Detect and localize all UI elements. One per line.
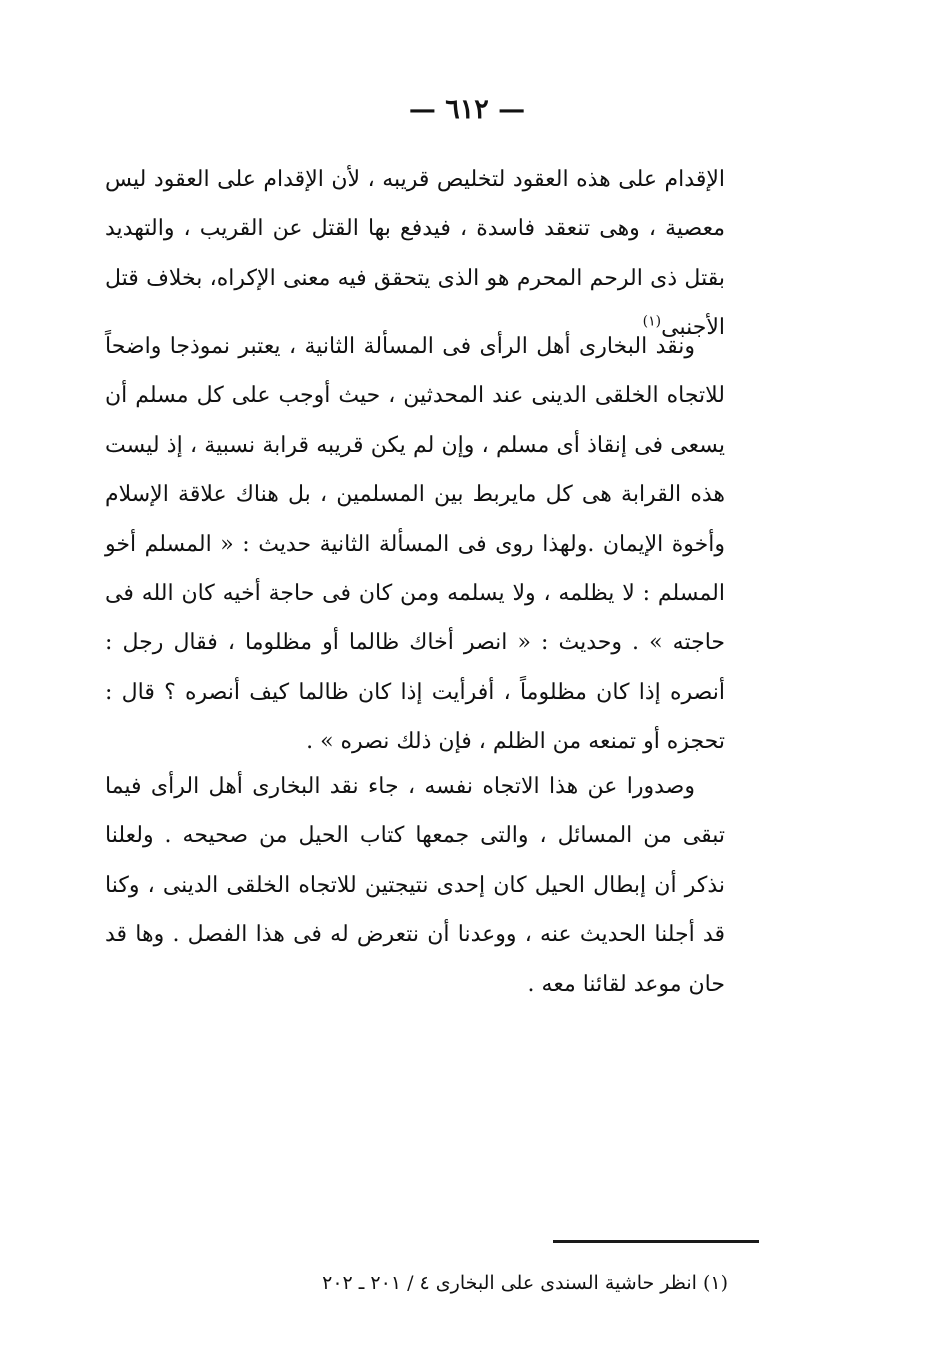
footnote-marker: (١): [642, 313, 662, 330]
paragraph-3: [105, 762, 725, 1009]
paragraph-2: [105, 322, 725, 767]
paragraph-3-text: وصدورا عن هذا الاتجاه نفسه ، جاء نقد البخارى أهل الرأى فيما تبقى من المسائل ، والتى جمعها كتاب الحيل من صحيحه . ولعلنا نذكر أن إبطال الحيل كان إحدى نتيجتين للاتجاه الخلقى الدينى ، وكنا قد أجلنا الحديث عنه ، ووعدنا أن نتعرض له فى هذا الفصل . وها قد حان موعد لقائنا معه .: [105, 774, 725, 997]
footnote: (١) انظر حاشية السندى على البخارى ٤ / ٢٠١ ـ ٢٠٢: [322, 1272, 728, 1294]
paragraph-2-text: ونقد البخارى أهل الرأى فى المسألة الثانية ، يعتبر نموذجا واضحاً للاتجاه الخلقى الدينى عند المحدثين ، حيث أوجب على كل مسلم أن يسعى فى إنقاذ أى مسلم ، وإن لم يكن قريبه قرابة نسبية ، إذ ليست هذه القرابة هى كل مايربط بين المسلمين ، بل هناك علاقة الإسلام وأخوة الإيمان .ولهذا روى فى المسألة الثانية حديث : « المسلم أخو المسلم : لا يظلمه ، ولا يسلمه ومن كان فى حاجة أخيه كان الله فى حاجته » . وحديث : « انصر أخاك ظالما أو مظلوما ، فقال رجل : أنصره إذا كان مظلوماً ، أفرأيت إذا كان ظالما كيف أنصره ؟ قال : تحجزه أو تمنعه من الظلم ، فإن ذلك نصره » .: [105, 334, 726, 755]
footnote-divider: [553, 1240, 759, 1243]
paragraph-1-body: الإقدام على هذه العقود لتخليص قريبه ، لأن الإقدام على العقود ليس معصية ، وهى تنعقد فاسدة ، فيدفع بها القتل عن القريب ، والتهديد بقتل ذى الرحم المحرم هو الذى يتحقق فيه معنى الإكراه، بخلاف قتل الأجنبى: [105, 167, 725, 341]
page-number: — ٦١٢ —: [408, 94, 526, 125]
